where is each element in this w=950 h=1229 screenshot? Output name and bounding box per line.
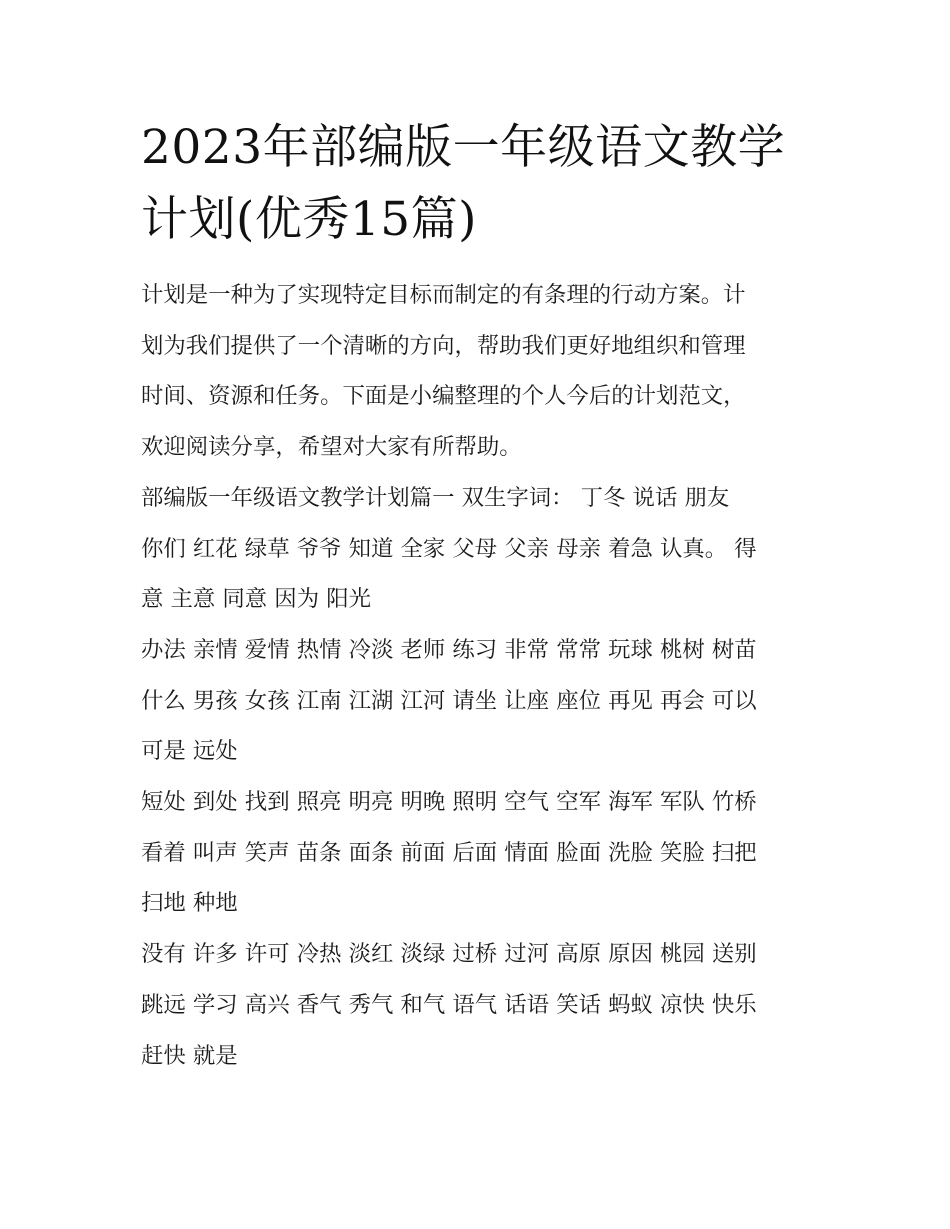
title-line: 2023年部编版一年级语文教学 bbox=[141, 120, 786, 175]
document-body bbox=[141, 270, 813, 1081]
text-line: 短处 到处 找到 照亮 明亮 明晚 照明 空气 空军 海军 军队 竹桥 bbox=[141, 789, 757, 816]
text-line: 欢迎阅读分享，希望对大家有所帮助。 bbox=[141, 434, 522, 461]
intro-paragraph bbox=[141, 270, 813, 473]
text-line: 赶快 就是 bbox=[141, 1042, 238, 1069]
word-list-paragraph bbox=[141, 473, 813, 625]
text-line: 什么 男孩 女孩 江南 江湖 江河 请坐 让座 座位 再见 再会 可以 bbox=[141, 687, 757, 714]
text-line: 可是 远处 bbox=[141, 738, 238, 765]
word-list-paragraph bbox=[141, 625, 813, 777]
document-content bbox=[141, 112, 813, 1081]
word-list-paragraph bbox=[141, 777, 813, 929]
text-line: 跳远 学习 高兴 香气 秀气 和气 语气 话语 笑话 蚂蚁 凉快 快乐 bbox=[141, 991, 757, 1018]
text-line: 时间、资源和任务。下面是小编整理的个人今后的计划范文， bbox=[141, 383, 746, 410]
text-line: 办法 亲情 爱情 热情 冷淡 老师 练习 非常 常常 玩球 桃树 树苗 bbox=[141, 636, 757, 663]
word-list-paragraph bbox=[141, 929, 813, 1081]
document-title bbox=[141, 112, 813, 256]
text-line: 扫地 种地 bbox=[141, 890, 238, 917]
text-line: 看着 叫声 笑声 苗条 面条 前面 后面 情面 脸面 洗脸 笑脸 扫把 bbox=[141, 839, 757, 866]
text-line: 计划是一种为了实现特定目标而制定的有条理的行动方案。计 bbox=[141, 282, 746, 308]
text-line: 没有 许多 许可 冷热 淡红 淡绿 过桥 过河 高原 原因 桃园 送别 bbox=[141, 941, 757, 968]
text-line: 你们 红花 绿草 爷爷 知道 全家 父母 父亲 母亲 着急 认真。 得 bbox=[141, 535, 757, 562]
text-line: 部编版一年级语文教学计划篇一 双生字词： 丁冬 说话 朋友 bbox=[141, 484, 730, 511]
text-line: 意 主意 同意 因为 阳光 bbox=[141, 586, 371, 613]
title-line: 计划(优秀15篇) bbox=[141, 192, 477, 247]
text-line: 划为我们提供了一个清晰的方向，帮助我们更好地组织和管理 bbox=[141, 332, 746, 359]
